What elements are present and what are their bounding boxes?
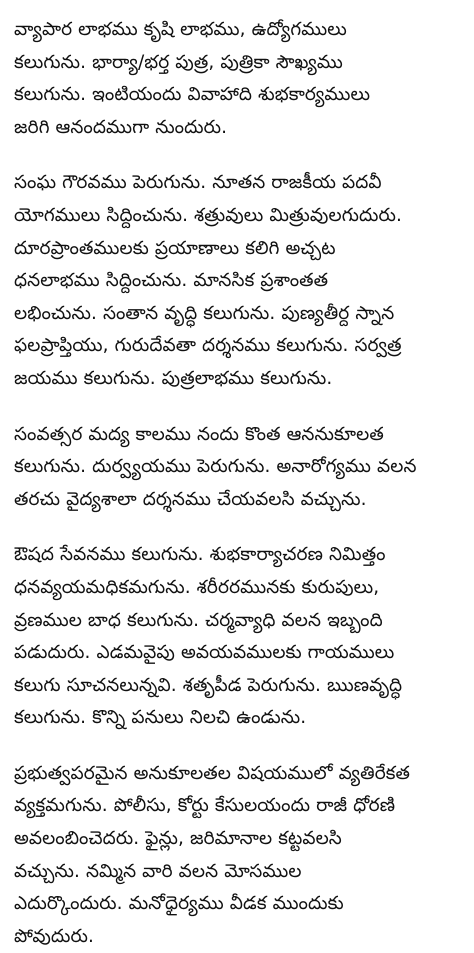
text-line: తరచు వైద్యశాలా దర్శనము చేయవలసి వచ్చును. [14,488,367,510]
paragraph-3 [14,419,464,517]
paragraph-5 [14,758,464,953]
text-line: వచ్చును. నమ్మిన వారి వలన మోసముల [14,860,302,882]
text-line: ఫలప్రాప్తియు, గురుదేవతా దర్శనము కలుగును. సర్వత్ర [14,335,402,357]
text-line: పోవుదురు. [14,925,94,947]
text-line: అవలంబించెదరు. ఫైన్లు, జరిమానాల కట్టవలసి [14,828,342,850]
text-line: జయము కలుగును. పుత్రలాభము కలుగును. [14,367,333,389]
text-line: పడుదురు. ఎడమవైపు అవయవములకు గాయములు [14,642,395,664]
paragraph-2 [14,167,464,395]
text-line: కలుగు సూచనలున్నవి. శతృపీడ పెరుగును. ఋణవృద్ధి [14,674,403,696]
paragraph-1 [14,14,464,144]
paragraph-4 [14,539,464,735]
text-line: ఎదుర్కొందురు. మనోధైర్యము వీడక ముందుకు [14,893,344,915]
text-line: ధనలాభము సిద్దించును. మానసిక ప్రశాంతత [14,270,329,292]
text-line: సంఘ గౌరవము పెరుగును. నూతన రాజకీయ పదవీ [14,172,382,194]
text-line: జరిగి ఆనందముగా నుందురు. [14,116,228,138]
text-line: వ్రణముల బాధ కలుగును. చర్మవ్యాధి వలన ఇబ్బంది [14,609,383,631]
text-line: కలుగును. ఇంటియందు వివాహాది శుభకార్యములు [14,84,371,106]
text-line: ఔషద సేవనము కలుగును. శుభకార్యాచరణ నిమిత్తం [14,544,386,566]
text-line: కలుగును. భార్యా/భర్త పుత్ర, పుత్రికా సౌఖ్యము [14,51,343,73]
text-line: వ్యక్తమగును. పోలీసు, కోర్టు కేసులయందు రాజీ ధోరణి [14,795,396,817]
text-line: యోగములు సిద్దించును. శత్రువులు మిత్రువులగుదురు. [14,204,403,226]
text-line: లభించును. సంతాన వృద్ధి కలుగును. పుణ్యతీర్ద స్నాన [14,302,395,324]
text-line: సంవత్సర మద్య కాలము నందు కొంత ఆననుకూలత [14,423,384,445]
text-line: వ్యాపార లాభము కృషి లాభము, ఉద్యోగములు [14,19,347,40]
text-line: ప్రభుత్వపరమైన అనుకూలతల విషయములో వ్యతిరేకత [14,762,411,784]
text-line: దూరప్రాంతములకు ప్రయాణాలు కలిగి అచ్చట [14,237,336,259]
text-line: కలుగును. దుర్వ్యయము పెరుగును. అనారోగ్యము వలన [14,456,417,478]
text-line: ధనవ్యయమధికమగును. శరీరరమునకు కురుపులు, [14,576,380,598]
text-line: కలుగును. కొన్ని పనులు నిలచి ఉండును. [14,707,307,729]
